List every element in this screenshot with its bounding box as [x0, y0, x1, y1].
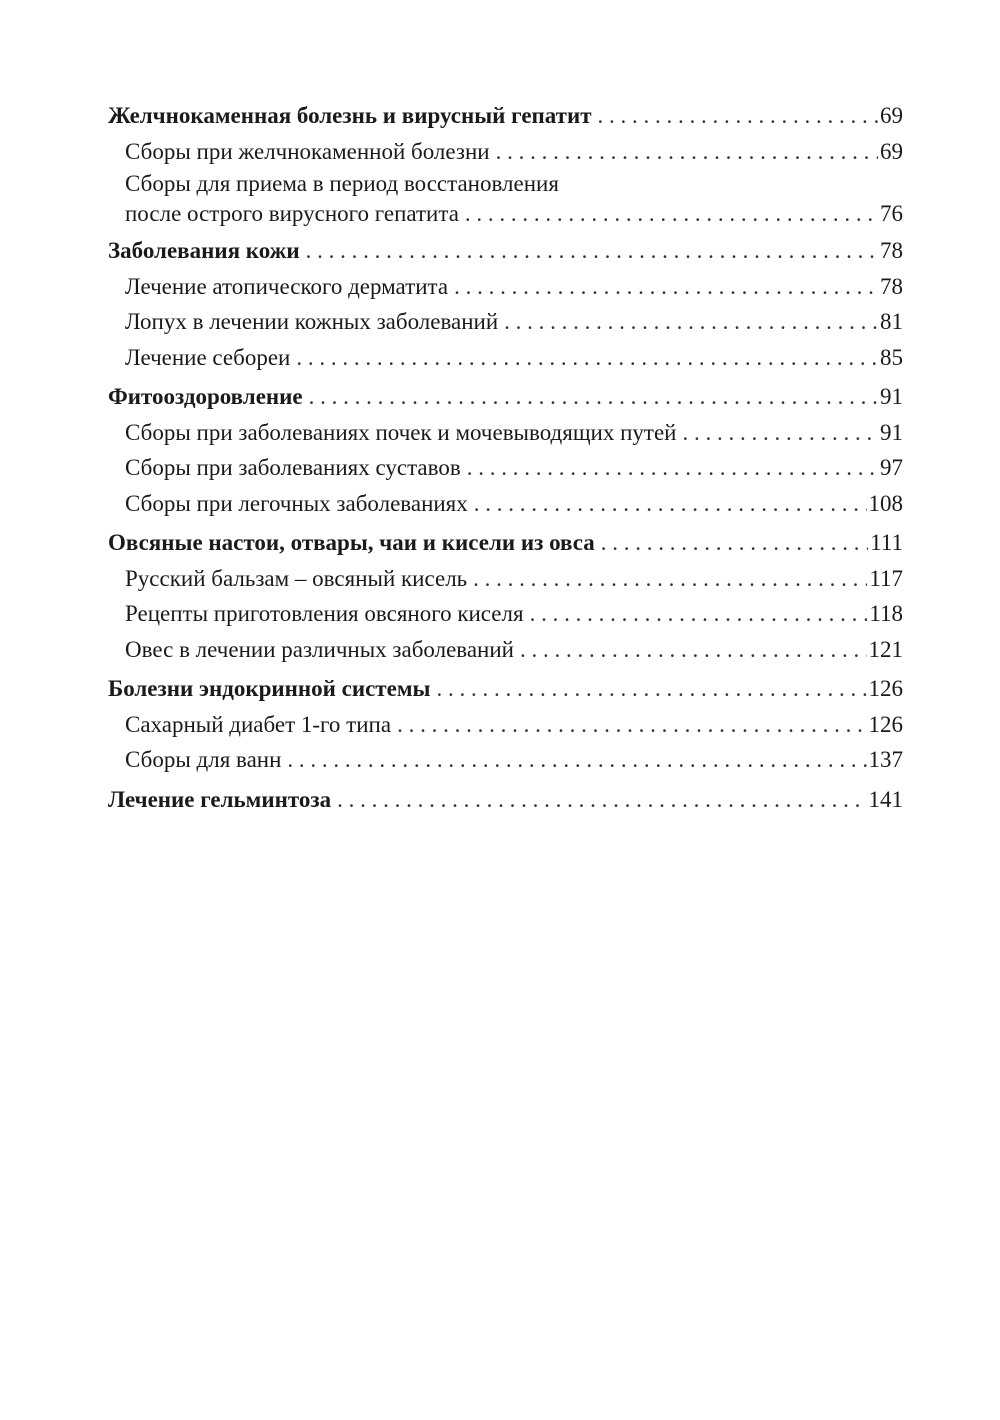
dot-leader [467, 450, 878, 486]
dot-leader [436, 671, 866, 707]
toc-chapter-entry[interactable] [108, 233, 903, 269]
toc-chapter-entry[interactable] [108, 782, 903, 818]
chapter-title: Желчнокаменная болезнь и вирусный гепатит [108, 103, 592, 128]
toc-chapter-entry[interactable] [108, 379, 903, 415]
toc-subentry[interactable] [108, 450, 903, 486]
dot-leader [473, 561, 867, 597]
toc-subentry[interactable] [108, 561, 903, 597]
dot-leader [454, 269, 878, 305]
page-number: 126 [868, 676, 903, 701]
subentry-title: Лечение себореи [125, 344, 291, 370]
toc-subentry[interactable] [108, 632, 903, 668]
dot-leader [496, 134, 878, 170]
dot-leader [504, 304, 878, 340]
page-number: 81 [880, 309, 903, 334]
dot-leader [598, 98, 878, 134]
dot-leader [287, 742, 866, 778]
page-number: 117 [869, 565, 903, 591]
page-number: 108 [868, 490, 903, 516]
toc-subentry[interactable] [108, 340, 903, 376]
toc-section [108, 782, 903, 818]
dot-leader [309, 379, 878, 415]
toc-subentry[interactable] [108, 486, 903, 522]
page-number: 121 [868, 636, 903, 662]
toc-subentry[interactable] [108, 304, 903, 340]
toc-section [108, 98, 903, 229]
page-number: 76 [880, 201, 903, 226]
chapter-title: Заболевания кожи [108, 238, 300, 263]
page-number: 118 [869, 601, 903, 626]
dot-leader [337, 782, 866, 818]
toc-chapter-entry[interactable] [108, 525, 903, 561]
dot-leader [306, 233, 878, 269]
page-number: 85 [880, 344, 903, 370]
page-number: 141 [868, 786, 903, 812]
table-of-contents [108, 98, 903, 821]
toc-subentry[interactable] [108, 742, 903, 778]
toc-subentry[interactable] [108, 415, 903, 451]
page-number: 137 [868, 747, 903, 772]
page-number: 97 [880, 455, 903, 480]
chapter-title: Болезни эндокринной системы [108, 676, 431, 701]
dot-leader [682, 415, 878, 451]
page-number: 126 [868, 711, 903, 737]
page-number: 78 [880, 273, 903, 299]
toc-subentry[interactable] [108, 269, 903, 305]
chapter-title: Фитооздоровление [108, 384, 303, 409]
page-number: 69 [880, 103, 903, 128]
toc-section [108, 671, 903, 778]
toc-section [108, 233, 903, 375]
toc-section [108, 379, 903, 521]
subentry-title: Сахарный диабет 1-го типа [125, 711, 392, 737]
dot-leader [296, 340, 878, 376]
toc-subentry[interactable] [108, 596, 903, 632]
page-number: 91 [880, 419, 903, 445]
subentry-title-line1: Сборы для приема в период восстановления [125, 171, 559, 196]
subentry-title: Сборы при желчнокаменной болезни [125, 138, 490, 164]
chapter-title: Овсяные настои, отвары, чаи и кисели из овса [108, 530, 595, 555]
subentry-title: Лопух в лечении кожных заболеваний [125, 309, 499, 334]
subentry-title: Сборы при легочных заболеваниях [125, 490, 468, 516]
toc-chapter-entry[interactable] [108, 98, 903, 134]
subentry-title: Рецепты приготовления овсяного киселя [125, 601, 524, 626]
dot-leader [474, 486, 867, 522]
toc-subentry[interactable] [108, 707, 903, 743]
page-number: 69 [880, 138, 903, 164]
subentry-title: Овес в лечении различных заболеваний [125, 636, 514, 662]
dot-leader [530, 596, 868, 632]
subentry-title: Сборы для ванн [125, 747, 282, 772]
subentry-title: Сборы при заболеваниях суставов [125, 455, 461, 480]
dot-leader [601, 525, 868, 561]
toc-chapter-entry[interactable] [108, 671, 903, 707]
toc-subentry-multiline[interactable] [108, 169, 903, 229]
page-number: 111 [870, 530, 903, 555]
subentry-title-line2: после острого вирусного гепатита [125, 201, 459, 226]
toc-section [108, 525, 903, 667]
subentry-title: Лечение атопического дерматита [125, 273, 449, 299]
dot-leader [397, 707, 866, 743]
toc-subentry[interactable] [108, 134, 903, 170]
subentry-title: Сборы при заболеваниях почек и мочевыводящих путей [125, 419, 677, 445]
subentry-title: Русский бальзам – овсяный кисель [125, 565, 468, 591]
page-number: 78 [880, 238, 903, 263]
page-number: 91 [880, 384, 903, 409]
chapter-title: Лечение гельминтоза [108, 786, 332, 812]
dot-leader [520, 632, 867, 668]
dot-leader [465, 199, 878, 229]
